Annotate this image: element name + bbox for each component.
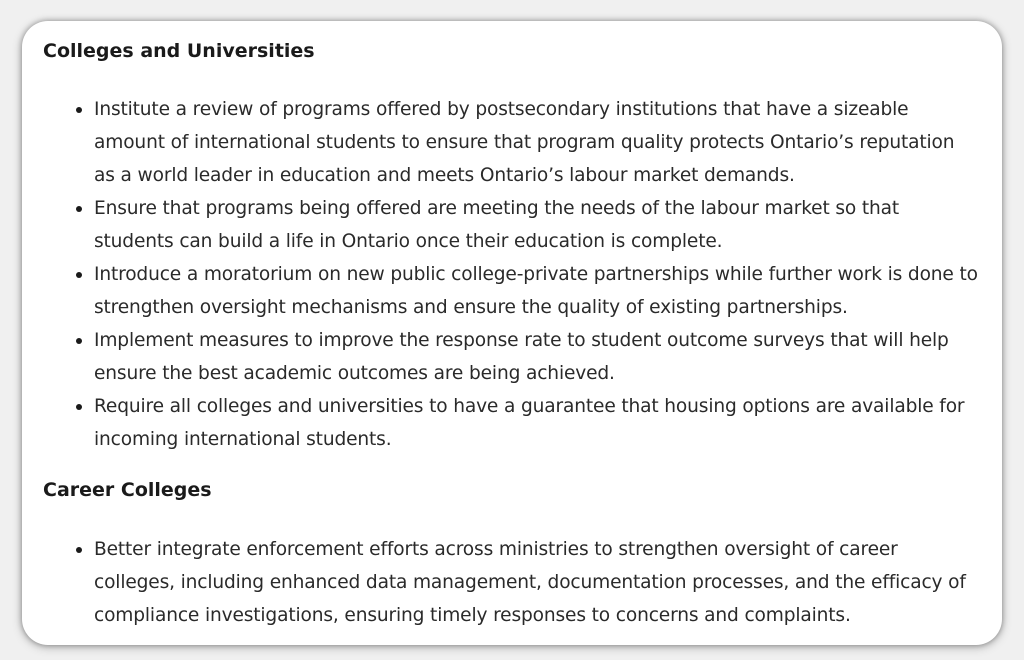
list-item	[22, 390, 997, 456]
bullet-icon	[76, 107, 82, 113]
list-item	[22, 258, 997, 324]
list-item-text: Introduce a moratorium on new public college-private partnerships while further work is done to strengthen oversight mechanisms and ensure the quality of existing partnerships.	[94, 264, 978, 318]
bullet-icon	[76, 547, 82, 553]
list-item-text: Better integrate enforcement efforts across ministries to strengthen oversight of career colleges, including enhanced data management, documentation processes, and the efficacy of compliance investigations, ensuring timely responses to concerns and complaints.	[94, 539, 966, 626]
list-item-text: Require all colleges and universities to have a guarantee that housing options are available for incoming international students.	[94, 396, 965, 450]
list-item	[22, 324, 997, 390]
list-item	[22, 192, 997, 258]
bullet-icon	[76, 272, 82, 278]
list-item	[22, 533, 997, 632]
list-item-text: Implement measures to improve the response rate to student outcome surveys that will help ensure the best academic outcomes are being achieved.	[94, 330, 949, 384]
document-card	[22, 21, 1002, 645]
section-heading-colleges-universities: Colleges and Universities	[43, 40, 315, 62]
bullet-icon	[76, 338, 82, 344]
list-item-text: Institute a review of programs offered by postsecondary institutions that have a sizeable amount of international students to ensure that program quality protects Ontario’s reputation as a world leader in education and meets Ontario’s labour market demands.	[94, 99, 955, 186]
section-heading-career-colleges: Career Colleges	[43, 479, 212, 501]
bullet-list-colleges-universities	[22, 93, 997, 456]
list-item	[22, 93, 997, 192]
bullet-icon	[76, 206, 82, 212]
bullet-icon	[76, 404, 82, 410]
bullet-list-career-colleges	[22, 533, 997, 632]
list-item-text: Ensure that programs being offered are meeting the needs of the labour market so that students can build a life in Ontario once their education is complete.	[94, 198, 900, 252]
